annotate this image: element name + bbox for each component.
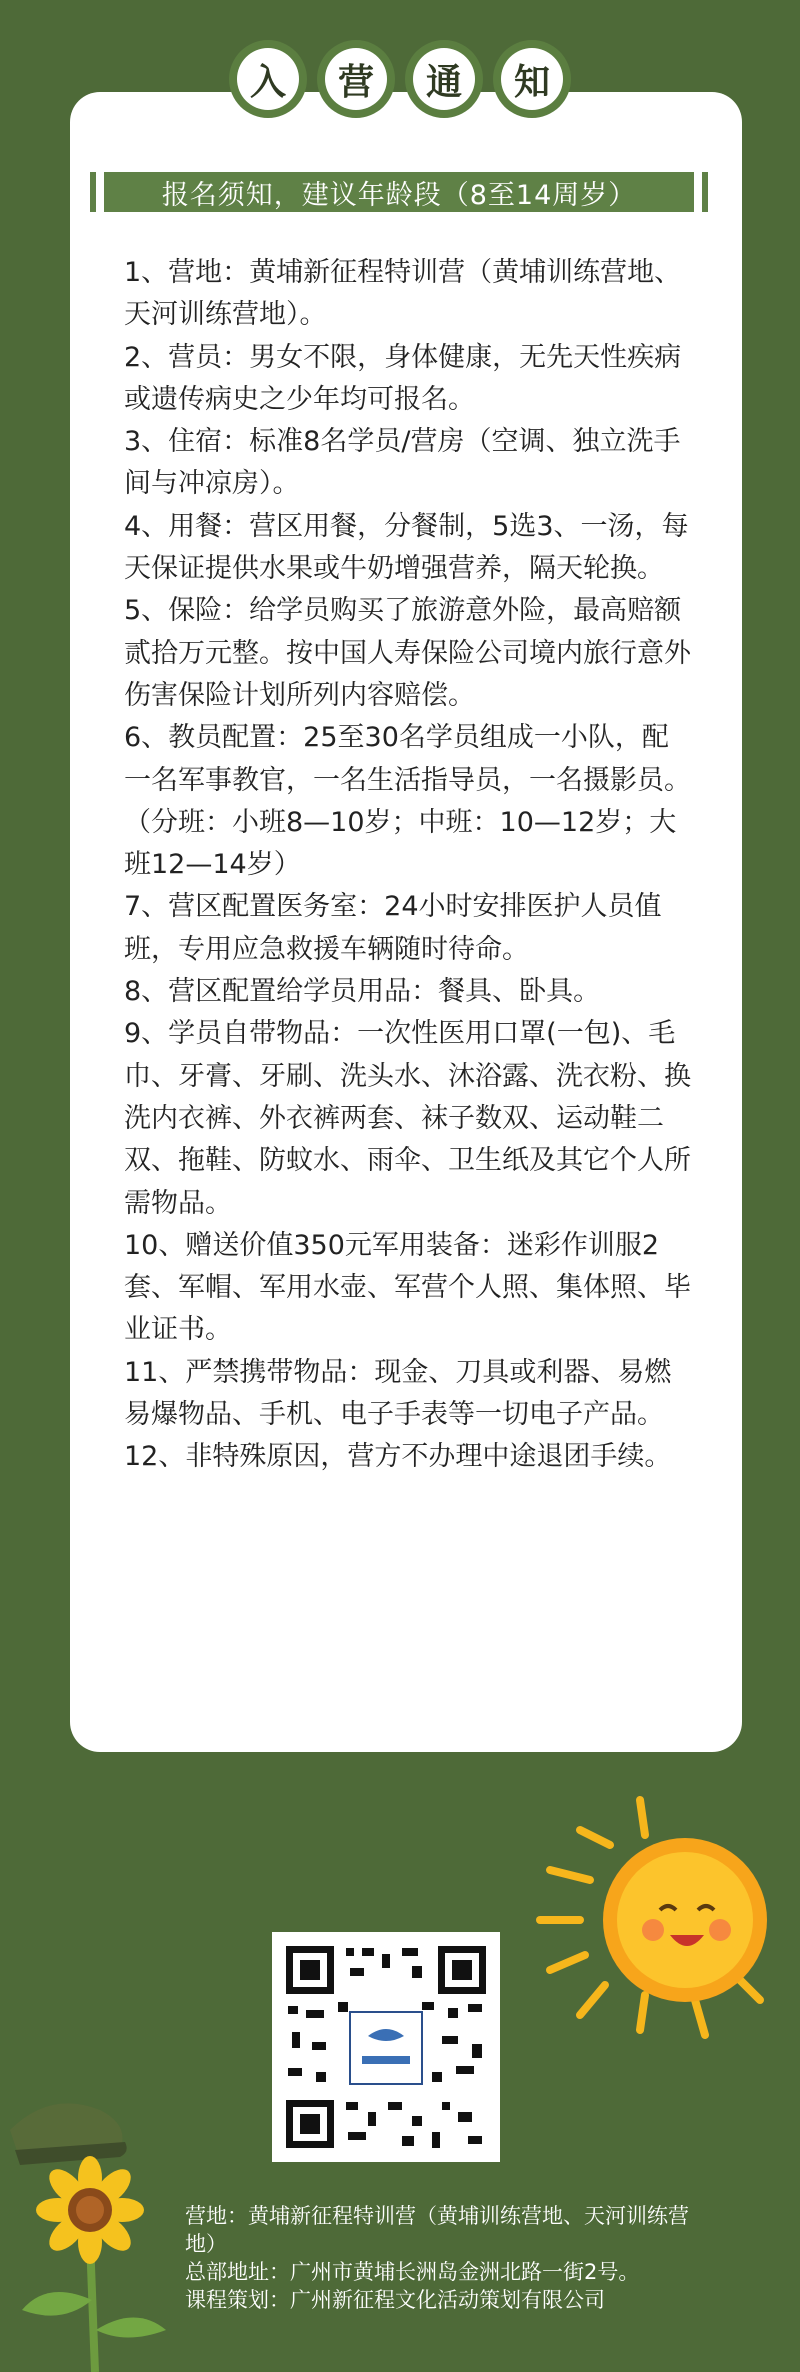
title-banner [0, 40, 800, 118]
qr-code-icon[interactable] [272, 1932, 500, 2162]
title-char: 通 [413, 48, 475, 110]
rule-item: 4、用餐：营区用餐，分餐制，5选3、一汤，每天保证提供水果或牛奶增强营养，隔天轮换。 [124, 510, 689, 585]
rule-item: 10、赠送价值350元军用装备：迷彩作训服2套、军帽、军用水壶、军营个人照、集体照、毕业证书。 [124, 1229, 691, 1346]
title-badge [317, 40, 395, 118]
footer-info [185, 2202, 705, 2314]
title-badge [493, 40, 571, 118]
rule-item: 6、教员配置：25至30名学员组成一小队，配一名军事教官，一名生活指导员，一名摄影员。（分班：小班8—10岁；中班：10—12岁；大班12—14岁） [124, 722, 691, 881]
title-badge [405, 40, 483, 118]
footer-planner: 课程策划：广州新征程文化活动策划有限公司 [185, 2288, 605, 2312]
rule-item: 2、营员：男女不限，身体健康，无先天性疾病或遗传病史之少年均可报名。 [124, 341, 682, 415]
rule-item: 1、营地：黄埔新征程特训营（黄埔训练营地、天河训练营地）。 [124, 257, 682, 331]
title-badge [229, 40, 307, 118]
subtitle: 报名须知，建议年龄段（8至14周岁） [161, 179, 637, 211]
rule-item: 8、营区配置给学员用品：餐具、卧具。 [124, 976, 601, 1008]
notice-card [70, 92, 742, 1752]
rule-item: 5、保险：给学员购买了旅游意外险，最高赔额贰拾万元整。按中国人寿保险公司境内旅行意外伤害保险计划所列内容赔偿。 [124, 595, 691, 711]
sunflower-icon [0, 2090, 190, 2372]
title-char: 知 [501, 48, 563, 110]
footer-camp: 营地：黄埔新征程特训营（黄埔训练营地、天河训练营地） [185, 2204, 689, 2256]
rules-list [124, 252, 694, 1479]
rule-item: 12、非特殊原因，营方不办理中途退团手续。 [124, 1441, 672, 1473]
title-char: 入 [237, 48, 299, 110]
rule-item: 11、严禁携带物品：现金、刀具或利器、易燃易爆物品、手机、电子手表等一切电子产品。 [124, 1356, 672, 1431]
footer-address: 总部地址：广州市黄埔长洲岛金洲北路一街2号。 [185, 2260, 640, 2284]
rule-item: 3、住宿：标准8名学员/营房（空调、独立洗手间与冲凉房）。 [124, 426, 681, 500]
rule-item: 9、学员自带物品：一次性医用口罩(一包)、毛巾、牙膏、牙刷、洗头水、沐浴露、洗衣粉、换洗内衣裤、外衣裤两套、袜子数双、运动鞋二双、拖鞋、防蚊水、雨伞、卫生纸及其它个人所需物品。 [124, 1018, 691, 1219]
title-char: 营 [325, 48, 387, 110]
subtitle-bar [104, 172, 694, 212]
rule-item: 7、营区配置医务室：24小时安排医护人员值班，专用应急救援车辆随时待命。 [124, 891, 662, 965]
sun-icon [520, 1790, 780, 2060]
